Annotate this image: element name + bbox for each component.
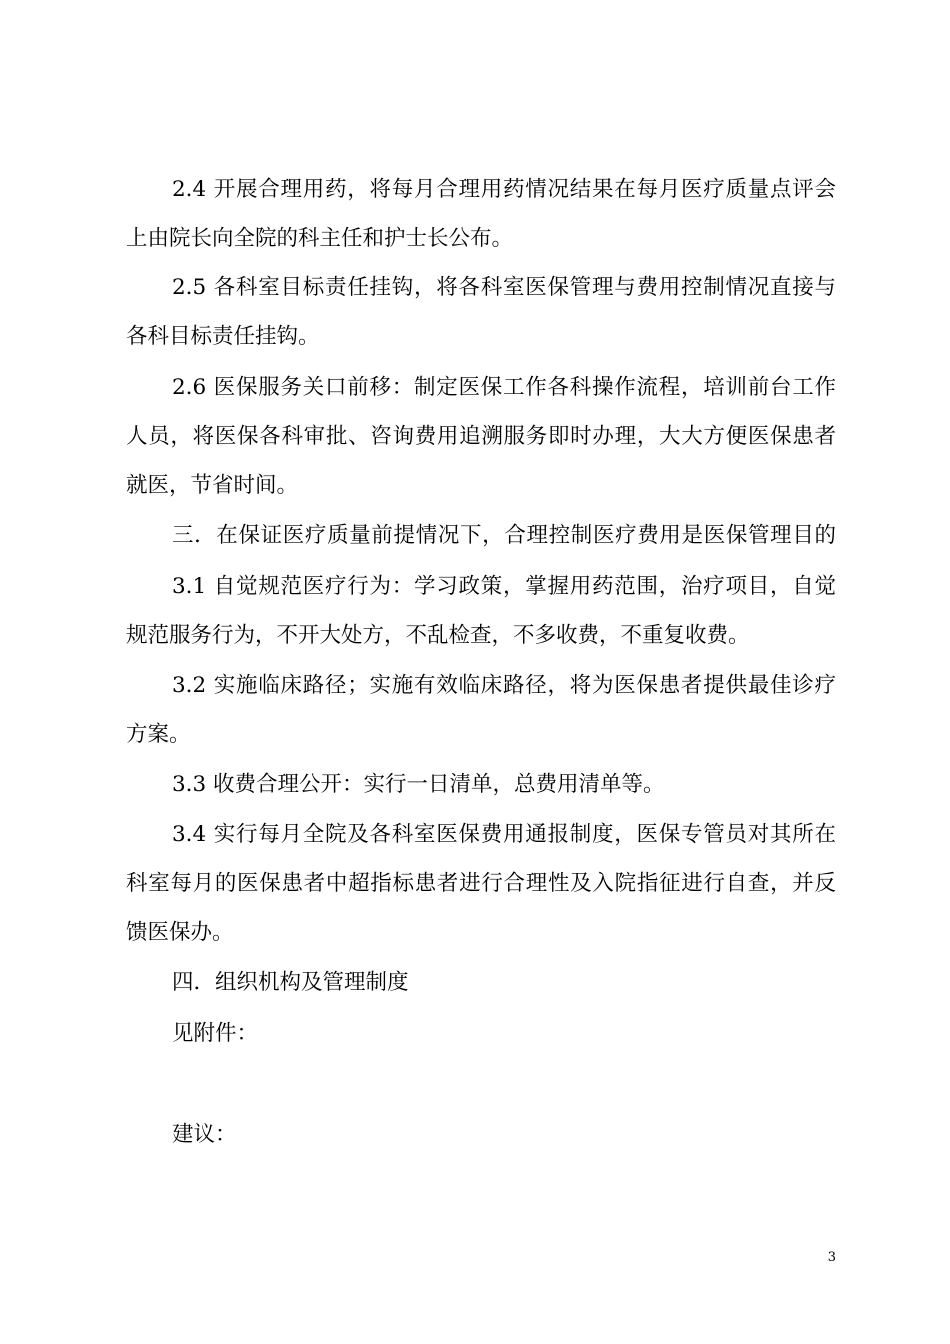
paragraph-3-1-line-1: 3.1 自觉规范医疗行为：学习政策，掌握用药范围，治疗项目，自觉	[172, 574, 836, 599]
paragraph-3-2-line-2: 方案。	[126, 722, 191, 747]
paragraph-2-5-line-2: 各科目标责任挂钩。	[126, 324, 320, 349]
paragraph-3-4-line-1: 3.4 实行每月全院及各科室医保费用通报制度，医保专管员对其所在	[172, 822, 836, 847]
suggestion-label: 建议：	[172, 1122, 237, 1147]
paragraph-3-4-line-2: 科室每月的医保患者中超指标患者进行合理性及入院指征进行自查，并反	[126, 871, 836, 896]
paragraph-2-6-line-1: 2.6 医保服务关口前移：制定医保工作各科操作流程，培训前台工作	[172, 375, 836, 400]
page-number: 3	[827, 1250, 836, 1265]
paragraph-3-2-line-1: 3.2 实施临床路径；实施有效临床路径，将为医保患者提供最佳诊疗	[172, 673, 836, 698]
paragraph-2-4-line-1: 2.4 开展合理用药，将每月合理用药情况结果在每月医疗质量点评会	[172, 177, 836, 202]
paragraph-2-6-line-3: 就医，节省时间。	[126, 473, 299, 498]
paragraph-2-5-line-1: 2.5 各科室目标责任挂钩，将各科室医保管理与费用控制情况直接与	[172, 275, 836, 300]
section-three-heading: 三．在保证医疗质量前提情况下，合理控制医疗费用是医保管理目的	[172, 523, 836, 548]
see-attachment-text: 见附件：	[172, 1021, 259, 1046]
paragraph-3-3-line-1: 3.3 收费合理公开：实行一日清单，总费用清单等。	[172, 772, 665, 797]
section-four-heading: 四．组织机构及管理制度	[172, 970, 409, 995]
paragraph-2-6-line-2: 人员，将医保各科审批、咨询费用追溯服务即时办理，大大方便医保患者	[126, 424, 836, 449]
paragraph-2-4-line-2: 上由院长向全院的科主任和护士长公布。	[126, 226, 514, 251]
paragraph-3-1-line-2: 规范服务行为，不开大处方，不乱检查，不多收费，不重复收费。	[126, 623, 750, 648]
paragraph-3-4-line-3: 馈医保办。	[126, 920, 234, 945]
